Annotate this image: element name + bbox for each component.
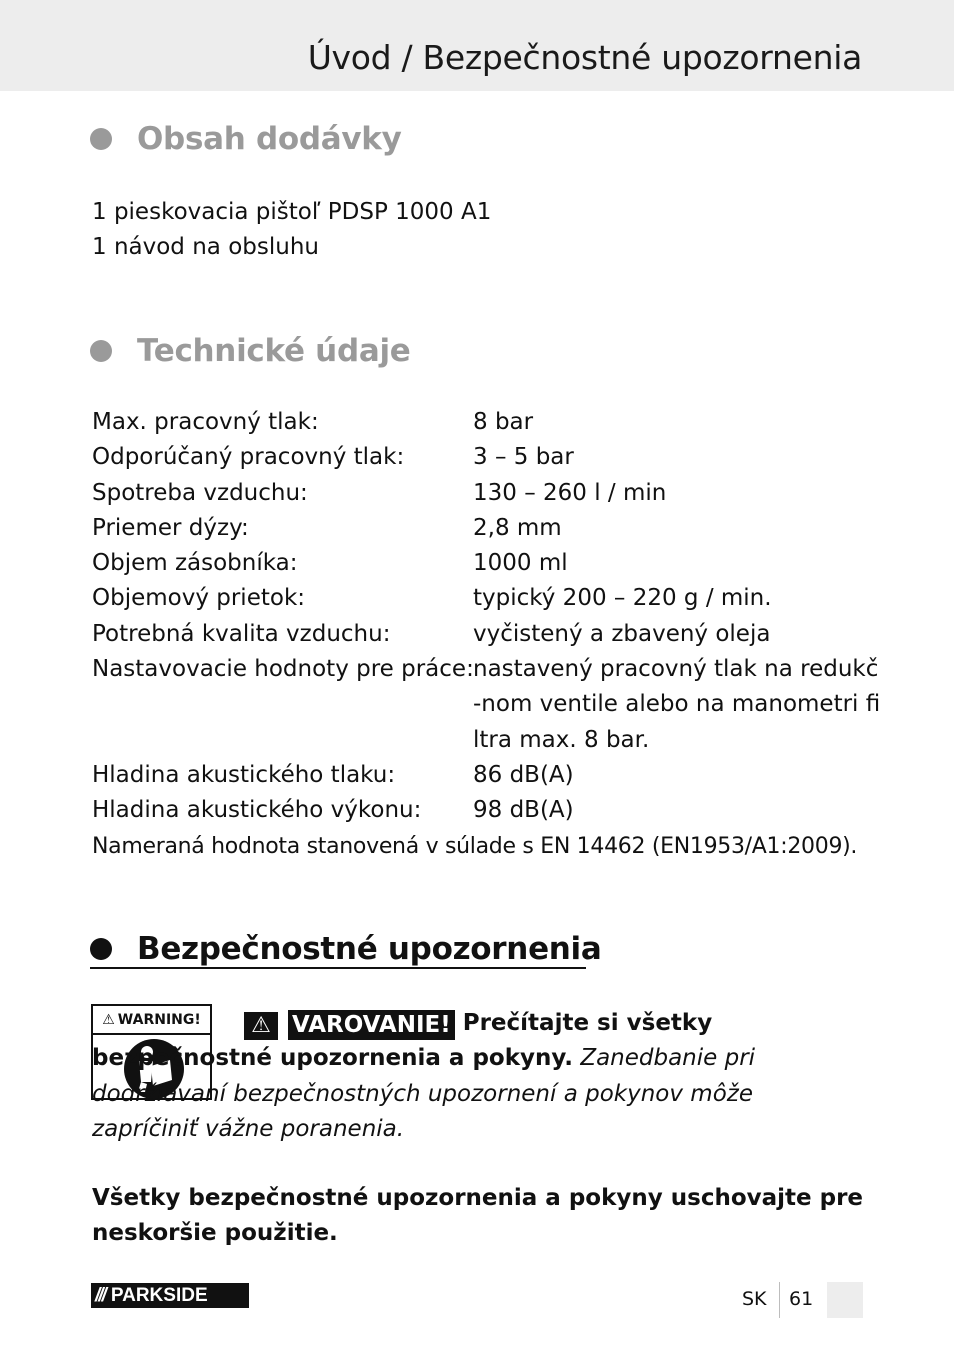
spec-value: 8 bar <box>473 409 534 435</box>
spec-note: Nameraná hodnota stanovená v súlade s EN 14462 (EN1953/A1:2009). <box>92 834 858 859</box>
spec-label: Hladina akustického tlaku: <box>92 761 396 788</box>
spec-row <box>92 793 882 828</box>
brand-mark: /// <box>95 1284 105 1306</box>
warning-box-label: WARNING! <box>117 1011 201 1028</box>
spec-row <box>92 546 882 581</box>
spec-label: Odporúčaný pracovný tlak: <box>92 444 405 471</box>
heading-underline <box>90 967 586 969</box>
spec-value: typický 200 – 220 g / min. <box>473 585 772 612</box>
spec-value: 130 – 260 l / min <box>473 479 667 506</box>
footer-divider <box>779 1282 780 1318</box>
warning-paragraph <box>92 1006 862 1147</box>
brand-name: PARKSIDE <box>110 1284 208 1306</box>
spec-row <box>92 440 882 475</box>
spec-row <box>92 581 882 616</box>
spec-value: 3 – 5 bar <box>473 444 574 471</box>
spec-label: Objem zásobníka: <box>92 550 298 577</box>
spec-row <box>92 476 882 511</box>
spec-value: 2,8 mm <box>473 514 562 541</box>
spec-value: 86 dB(A) <box>473 761 574 788</box>
section-title: Technické údaje <box>137 333 411 369</box>
section-title: Bezpečnostné upozornenia <box>137 931 602 967</box>
spec-label: Objemový prietok: <box>92 585 306 612</box>
section-delivery <box>90 121 402 157</box>
spec-row <box>92 511 882 546</box>
spec-value: nastavený pracovný tlak na redukč-nom ventile alebo na manometri filtra max. 8 bar. <box>473 656 881 753</box>
list-item: 1 návod na obsluhu <box>92 234 319 260</box>
footer-tab <box>827 1282 863 1318</box>
spec-label: Spotreba vzduchu: <box>92 479 308 506</box>
list-item: 1 pieskovacia pištoľ PDSP 1000 A1 <box>92 199 492 225</box>
spec-row <box>92 652 882 758</box>
warning-triangle-icon: ⚠ <box>244 1012 278 1040</box>
delivery-list <box>92 195 491 265</box>
spec-row <box>92 405 882 440</box>
spec-value: 98 dB(A) <box>473 797 574 824</box>
section-bullet-icon <box>90 128 112 150</box>
section-bullet-icon <box>90 340 112 362</box>
spec-value: 1000 ml <box>473 550 568 577</box>
spec-label: Hladina akustického výkonu: <box>92 797 422 824</box>
section-specs <box>90 333 411 369</box>
page-number: 61 <box>789 1288 814 1310</box>
page-title: Úvod / Bezpečnostné upozornenia <box>307 38 862 77</box>
spec-row <box>92 617 882 652</box>
closing-instruction: Všetky bezpečnostné upozornenia a pokyny uschovajte pre neskoršie použitie. <box>92 1185 864 1247</box>
warning-badge: VAROVANIE! <box>288 1010 455 1040</box>
section-title: Obsah dodávky <box>137 121 402 157</box>
spec-label: Max. pracovný tlak: <box>92 409 319 435</box>
footer-language: SK <box>742 1288 767 1310</box>
spec-table <box>92 405 882 829</box>
spec-label: Priemer dýzy: <box>92 514 249 541</box>
brand-logo <box>91 1283 249 1308</box>
section-bullet-icon <box>90 938 112 960</box>
spec-row <box>92 758 882 793</box>
spec-value: vyčistený a zbavený oleja <box>473 620 771 647</box>
section-safety <box>90 931 602 967</box>
spec-label: Potrebná kvalita vzduchu: <box>92 620 391 647</box>
warning-bold-text: Prečítajte si všetky bezpečnostné upozornenia a pokyny. <box>92 1010 713 1072</box>
spec-label: Nastavovacie hodnoty pre práce: <box>92 656 474 683</box>
warning-italic-text: Zanedbanie pri dodržiavaní bezpečnostných upozornení a pokynov môže zapríčiniť vážne poranenia. <box>92 1045 756 1142</box>
warning-triangle-icon: ⚠ <box>102 1011 115 1028</box>
